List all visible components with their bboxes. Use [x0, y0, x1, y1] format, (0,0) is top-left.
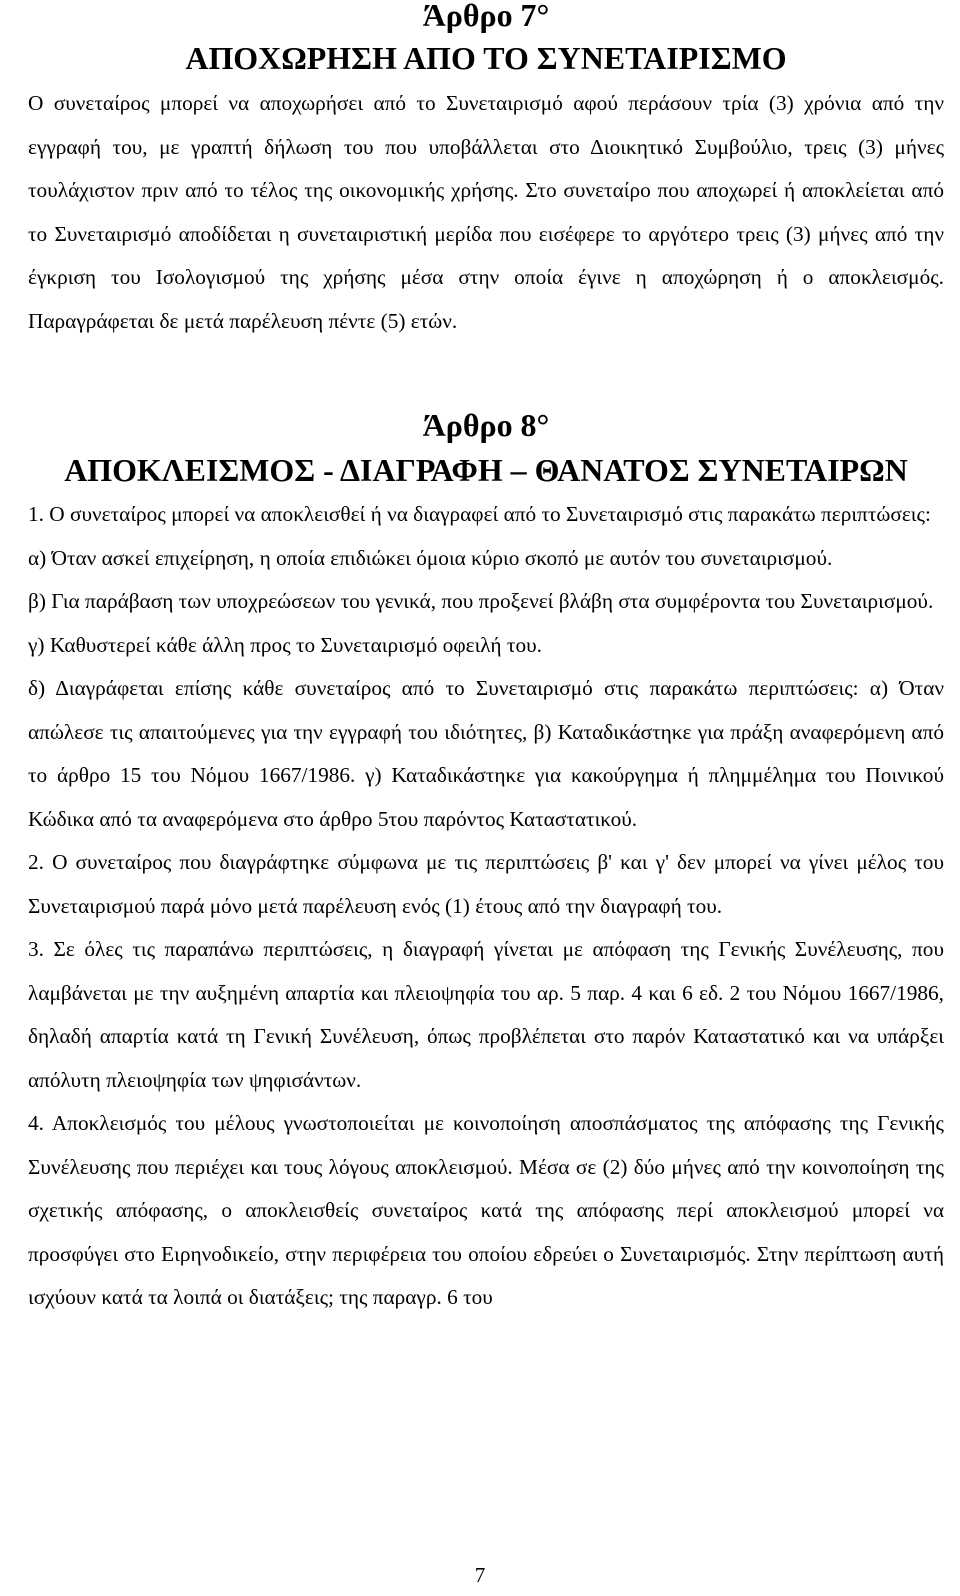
page-number: 7	[474, 1563, 486, 1587]
article-8-case-a: α) Όταν ασκεί επιχείρηση, η οποία επιδιώκει όμοια κύριο σκοπό με αυτόν του συνεταιρισμού.	[28, 545, 833, 570]
article-8-number: Άρθρο 8°	[422, 408, 550, 443]
article-8-paragraph-4: 4. Αποκλεισμός του μέλους γνωστοποιείται με κοινοποίηση αποσπάσματος της απόφασης της Γενικής Συνέλευσης που περιέχει και τους λόγους αποκλεισμού. Μέσα σε (2) δύο μήνες από την κοινοποίηση της σχετικής απόφασης, ο αποκλεισθείς συνεταίρος κατά της απόφασης περί αποκλεισμού μπορεί να προσφύγει στο Ειρηνοδικείο, στην περιφέρεια του οποίου εδρεύει ο Συνεταιρισμός. Στην περίπτωση αυτή ισχύουν κατά τα λοιπά οι διατάξεις; της παραγρ. 6 του	[28, 1111, 944, 1309]
article-7-title: ΑΠΟΧΩΡΗΣΗ ΑΠΟ ΤΟ ΣΥΝΕΤΑΙΡΙΣΜΟ	[185, 41, 787, 76]
article-8-paragraph-2: 2. Ο συνεταίρος που διαγράφτηκε σύμφωνα με τις περιπτώσεις β' και γ' δεν μπορεί να γίνει μέλος του Συνεταιρισμού παρά μόνο μετά παρέλευση ενός (1) έτους από την διαγραφή του.	[28, 850, 944, 918]
article-7-body	[28, 82, 944, 343]
article-8-case-d: δ) Διαγράφεται επίσης κάθε συνεταίρος από το Συνεταιρισμό στις παρακάτω περιπτώσεις: α) Όταν απώλεσε τις απαιτούμενες για την εγγραφή του ιδιότητες, β) Καταδικάστηκε για πράξη αναφερόμενη από το άρθρο 15 του Νόμου 1667/1986. γ) Καταδικάστηκε για κακούργημα ή πλημμέλημα του Ποινικού Κώδικα από τα αναφερόμενα στο άρθρο 5του παρόντος Καταστατικού.	[28, 676, 944, 831]
article-8-title: ΑΠΟΚΛΕΙΣΜΟΣ - ΔΙΑΓΡΑΦΗ – ΘΑΝΑΤΟΣ ΣΥΝΕΤΑΙΡΩΝ	[64, 453, 908, 488]
article-7-number: Άρθρο 7°	[422, 0, 550, 33]
article-8-paragraph-1: 1. Ο συνεταίρος μπορεί να αποκλεισθεί ή να διαγραφεί από το Συνεταιρισμό στις παρακάτω περιπτώσεις:	[28, 502, 931, 526]
article-8-case-b: β) Για παράβαση των υποχρεώσεων του γενικά, που προξενεί βλάβη στα συμφέροντα του Συνεταιρισμού.	[28, 589, 934, 613]
article-7-paragraph: Ο συνεταίρος μπορεί να αποχωρήσει από το Συνεταιρισμό αφού περάσουν τρία (3) χρόνια από την εγγραφή του, με γραπτή δήλωση του που υποβάλλεται στο Διοικητικό Συμβούλιο, τρεις (3) μήνες τουλάχιστον πριν από το τέλος της οικονομικής χρήσης. Στο συνεταίρο που αποχωρεί ή αποκλείεται από το Συνεταιρισμό αποδίδεται η συνεταιριστική μερίδα που εισέφερε το αργότερο τρεις (3) μήνες από την έγκριση του Ισολογισμού της χρήσης μέσα στην οποία έγινε η αποχώρηση ή ο αποκλεισμός. Παραγράφεται δε μετά παρέλευση πέντε (5) ετών.	[28, 91, 944, 333]
article-8-case-c: γ) Καθυστερεί κάθε άλλη προς το Συνεταιρισμό οφειλή του.	[28, 632, 542, 657]
article-8-body	[28, 493, 944, 1320]
article-8-paragraph-3: 3. Σε όλες τις παραπάνω περιπτώσεις, η διαγραφή γίνεται με απόφαση της Γενικής Συνέλευσης, που λαμβάνεται με την αυξημένη απαρτία και πλειοψηφία του αρ. 5 παρ. 4 και 6 εδ. 2 του Νόμου 1667/1986, δηλαδή απαρτία κατά τη Γενική Συνέλευση, όπως προβλέπεται στο παρόν Καταστατικό και να υπάρξει απόλυτη πλειοψηφία των ψηφισάντων.	[28, 937, 944, 1092]
